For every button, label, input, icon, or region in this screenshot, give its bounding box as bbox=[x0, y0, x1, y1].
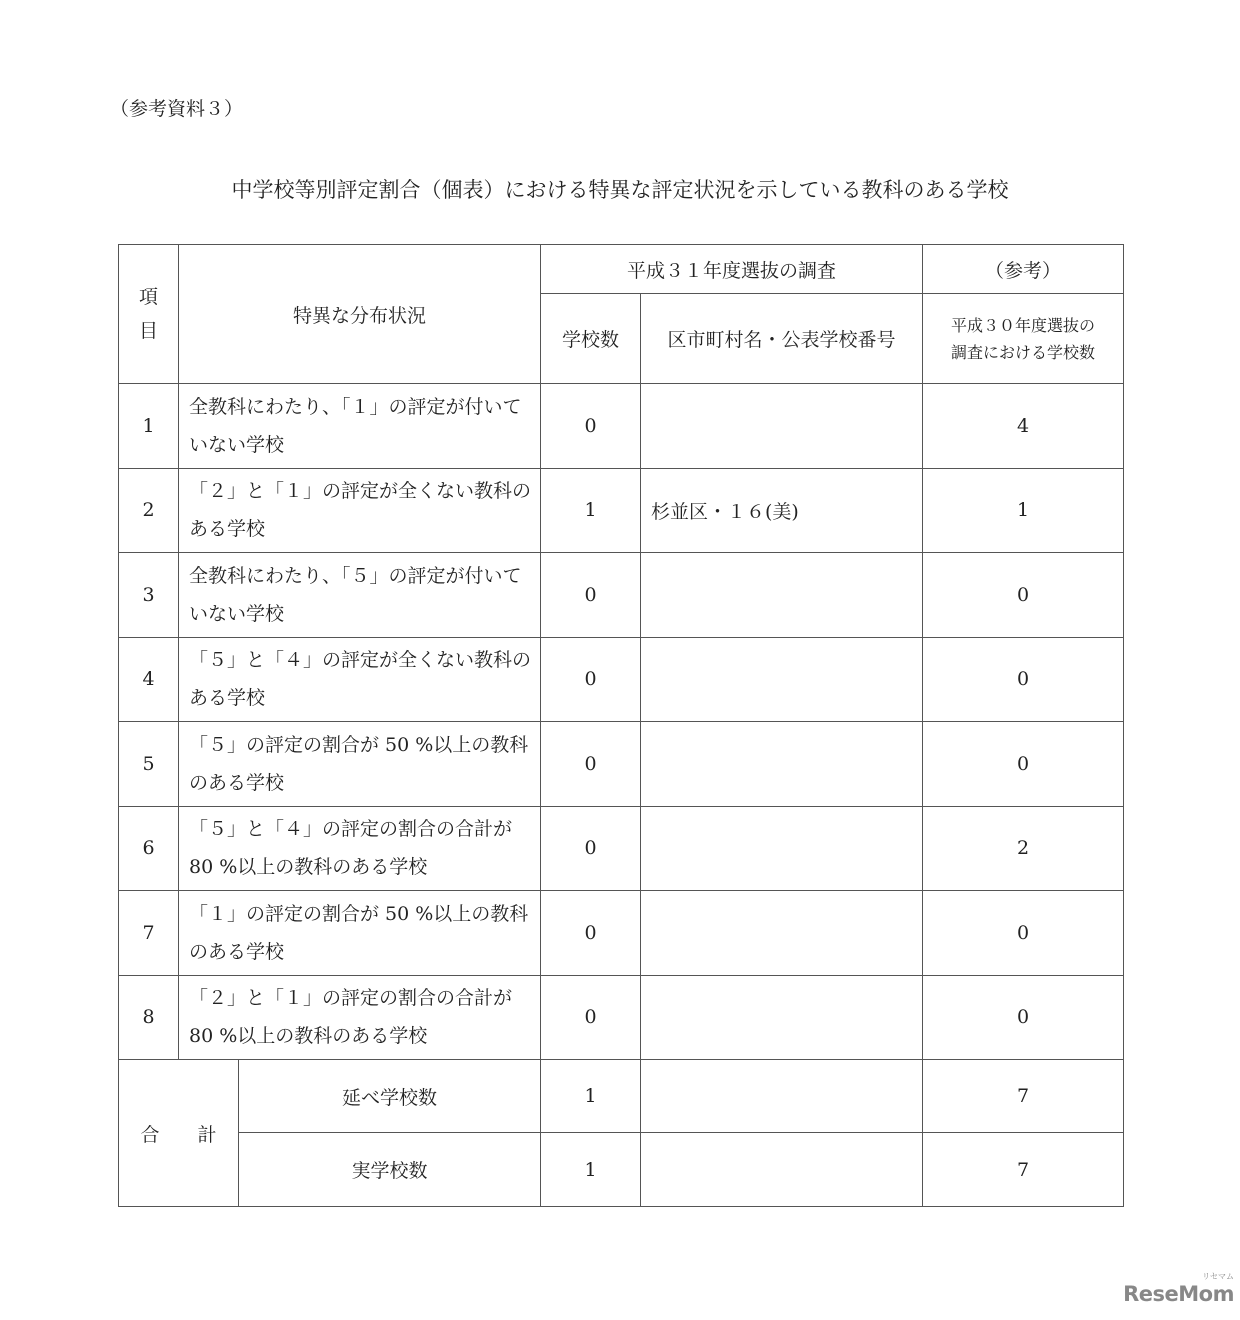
distribution-description: 全教科にわたり、「１」の評定が付いていない学校 bbox=[179, 384, 541, 469]
header-h30-line1: 平成３０年度選抜の bbox=[951, 315, 1096, 335]
school-count: 0 bbox=[541, 806, 641, 891]
table-row bbox=[119, 553, 1124, 638]
header-h30 bbox=[923, 294, 1124, 384]
total-h30-count: 7 bbox=[923, 1060, 1124, 1133]
item-number: 3 bbox=[119, 553, 179, 638]
logo-ruby: リセマム bbox=[1202, 1272, 1234, 1281]
distribution-description: 「５」と「４」の評定が全くない教科のある学校 bbox=[179, 637, 541, 722]
header-reference: （参考） bbox=[923, 245, 1124, 294]
reference-label: （参考資料３） bbox=[110, 98, 244, 120]
h30-school-count: 0 bbox=[923, 722, 1124, 807]
municipality-school-number bbox=[641, 891, 923, 976]
municipality-school-number bbox=[641, 553, 923, 638]
total-school-count: 1 bbox=[541, 1133, 641, 1207]
school-count: 0 bbox=[541, 553, 641, 638]
school-count: 0 bbox=[541, 384, 641, 469]
table-row bbox=[119, 891, 1124, 976]
h30-school-count: 2 bbox=[923, 806, 1124, 891]
header-h30-line2: 調査における学校数 bbox=[951, 342, 1096, 362]
table-row bbox=[119, 806, 1124, 891]
h30-school-count: 0 bbox=[923, 553, 1124, 638]
total-municipality bbox=[641, 1133, 923, 1207]
item-number: 8 bbox=[119, 975, 179, 1060]
municipality-school-number: 杉並区・１６(美) bbox=[641, 468, 923, 553]
h30-school-count: 0 bbox=[923, 637, 1124, 722]
total-row bbox=[119, 1060, 1124, 1133]
h30-school-count: 4 bbox=[923, 384, 1124, 469]
table-row bbox=[119, 975, 1124, 1060]
item-number: 7 bbox=[119, 891, 179, 976]
item-number: 5 bbox=[119, 722, 179, 807]
h30-school-count: 0 bbox=[923, 975, 1124, 1060]
item-number: 6 bbox=[119, 806, 179, 891]
table-row bbox=[119, 637, 1124, 722]
distribution-description: 「２」と「１」の評定が全くない教科のある学校 bbox=[179, 468, 541, 553]
school-count: 0 bbox=[541, 637, 641, 722]
municipality-school-number bbox=[641, 806, 923, 891]
total-type-label: 実学校数 bbox=[239, 1133, 541, 1207]
header-item-line1: 項 bbox=[138, 286, 158, 308]
distribution-description: 「５」の評定の割合が 50 %以上の教科のある学校 bbox=[179, 722, 541, 807]
total-type-label: 延べ学校数 bbox=[239, 1060, 541, 1133]
h30-school-count: 0 bbox=[923, 891, 1124, 976]
item-number: 4 bbox=[119, 637, 179, 722]
h30-school-count: 1 bbox=[923, 468, 1124, 553]
distribution-description: 「２」と「１」の評定の割合の合計が 80 %以上の教科のある学校 bbox=[179, 975, 541, 1060]
school-count: 0 bbox=[541, 722, 641, 807]
distribution-description: 「５」と「４」の評定の割合の合計が 80 %以上の教科のある学校 bbox=[179, 806, 541, 891]
total-school-count: 1 bbox=[541, 1060, 641, 1133]
school-count: 0 bbox=[541, 975, 641, 1060]
municipality-school-number bbox=[641, 384, 923, 469]
header-survey-h31: 平成３１年度選抜の調査 bbox=[541, 245, 923, 294]
header-school-count: 学校数 bbox=[541, 294, 641, 384]
municipality-school-number bbox=[641, 722, 923, 807]
total-label: 合 計 bbox=[119, 1060, 239, 1207]
table-row bbox=[119, 722, 1124, 807]
distribution-description: 全教科にわたり、「５」の評定が付いていない学校 bbox=[179, 553, 541, 638]
document-title: 中学校等別評定割合（個表）における特異な評定状況を示している教科のある学校 bbox=[231, 178, 1009, 202]
item-number: 1 bbox=[119, 384, 179, 469]
school-count: 1 bbox=[541, 468, 641, 553]
distribution-description: 「１」の評定の割合が 50 %以上の教科のある学校 bbox=[179, 891, 541, 976]
results-table bbox=[118, 244, 1124, 1207]
municipality-school-number bbox=[641, 975, 923, 1060]
header-municipality: 区市町村名・公表学校番号 bbox=[641, 294, 923, 384]
header-distribution: 特異な分布状況 bbox=[179, 245, 541, 384]
resemom-logo bbox=[1124, 1272, 1234, 1306]
total-municipality bbox=[641, 1060, 923, 1133]
table-row bbox=[119, 384, 1124, 469]
table-row bbox=[119, 468, 1124, 553]
total-row bbox=[119, 1133, 1124, 1207]
school-count: 0 bbox=[541, 891, 641, 976]
item-number: 2 bbox=[119, 468, 179, 553]
header-item bbox=[119, 245, 179, 384]
logo-text: ReseMom bbox=[1123, 1282, 1234, 1306]
municipality-school-number bbox=[641, 637, 923, 722]
header-item-line2: 目 bbox=[138, 320, 158, 342]
total-h30-count: 7 bbox=[923, 1133, 1124, 1207]
